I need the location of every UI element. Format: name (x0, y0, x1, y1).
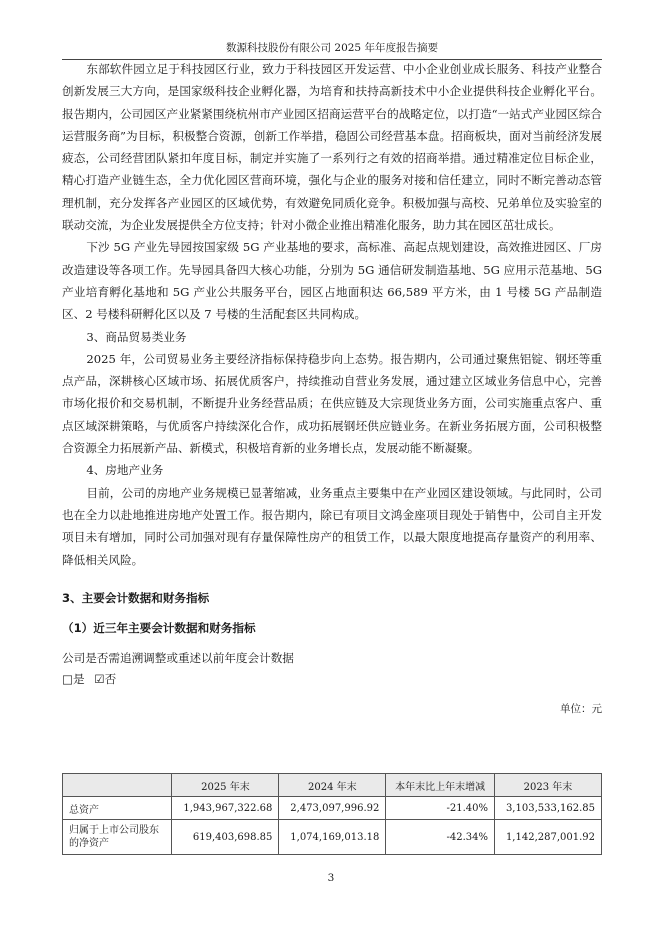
section-title: 3、主要会计数据和财务指标 (62, 590, 210, 605)
table-cell: -21.40% (386, 797, 495, 820)
table-row (63, 820, 602, 855)
table-cell: 1,142,287,001.92 (494, 820, 601, 855)
page-header: 数源科技股份有限公司 2025 年年度报告摘要 (62, 40, 602, 60)
restatement-choices (62, 669, 602, 689)
table-cell: 2,473,097,996.92 (279, 797, 386, 820)
page-content (62, 58, 602, 717)
table-cell: 1,074,169,013.18 (279, 820, 386, 855)
restatement-question: 公司是否需追溯调整或重述以前年度会计数据 (62, 650, 294, 665)
table-header: 本年末比上年末增减 (386, 774, 495, 797)
table-cell: 619,403,698.85 (172, 820, 279, 855)
paragraph-park: 东部软件园立足于科技园区行业，致力于科技园区开发运营、中小企业创业成长服务、科技产业整合创新发展三大方向，是国家级科技企业孵化器，为培育和扶持高新技术中小企业提供科技企业孵化平台。报告期内，公司园区产业紧紧围绕杭州市产业园区招商运营平台的战略定位，以打造“一站式产业园区综合运营服务商”为目标，积极整合资源，创新工作举措，稳固公司经营基本盘。招商板块，面对当前经济发展疲态，公司经营团队紧扣年度目标，制定并实施了一系列行之有效的招商举措。通过精准定位目标企业，精心打造产业链生态，全力优化园区营商环境，强化与企业的服务对接和信任建立，同时不断完善动态管理机制，充分发挥各产业园区的区域优势，有效避免同质化竞争。积极加强与高校、兄弟单位及实验室的联动交流，为企业发展提供全方位支持；针对小微企业推出精准化服务，助力其在园区茁壮成长。 (62, 62, 602, 233)
paragraph-5g: 下沙 5G 产业先导园按国家级 5G 产业基地的要求，高标准、高起点规划建设，高效推进园区、厂房改造建设等各项工作。先导园具备四大核心功能，分别为 5G 通信研发制造基地、5G 应用示范基地、5G 产业培育孵化基地和 5G 产业公共服务平台，园区占地面积达 66,589 平方米，由 1 号楼 5G 产品制造区、2 号楼科研孵化区以及 7 号楼的生活配套区共同构成。 (62, 240, 602, 322)
heading-real-estate: 4、房地产业务 (86, 463, 164, 478)
choice-no: ☑否 (94, 671, 117, 686)
table-cell: 总资产 (63, 797, 172, 820)
page-number: 3 (327, 872, 335, 884)
table-cell: 归属于上市公司股东的净资产 (63, 820, 172, 855)
financial-table (62, 773, 602, 855)
table-cell: 3,103,533,162.85 (494, 797, 601, 820)
subsection-title: （1）近三年主要会计数据和财务指标 (62, 620, 256, 635)
table-header: 2024 年末 (279, 774, 386, 797)
table-cell: 1,943,967,322.68 (172, 797, 279, 820)
table-row (63, 797, 602, 820)
table-header-row (63, 774, 602, 797)
table-header: 2023 年末 (494, 774, 601, 797)
table-header: 2025 年末 (172, 774, 279, 797)
choice-yes: □是 (62, 671, 85, 686)
paragraph-real-estate: 目前，公司的房地产业务规模已显著缩减，业务重点主要集中在产业园区建设领域。与此同时，公司也在全力以赴地推进房地产处置工作。报告期内，除已有项目文鸿金座项目现处于销售中，公司自主开发项目未有增加，同时公司加强对现有存量保障性房产的租赁工作，以最大限度地提高存量资产的利用率、降低相关风险。 (62, 485, 602, 567)
unit-label: 单位：元 (560, 702, 602, 715)
table-header (63, 774, 172, 797)
paragraph-trade: 2025 年，公司贸易业务主要经济指标保持稳步向上态势。报告期内，公司通过聚焦铝锭、钢坯等重点产品，深耕核心区域市场、拓展优质客户，持续推动自营业务发展，通过建立区域业务信息中心，完善市场化报价和交易机制，不断提升业务经营品质；在供应链及大宗现货业务方面，公司实施重点客户、重点区域深耕策略，与优质客户持续深化合作，成功拓展钢坯供应链业务。在新业务拓展方面，公司积极整合资源全力拓展新产品、新模式，积极培育新的业务增长点，发展动能不断凝聚。 (62, 351, 602, 456)
heading-trade: 3、商品贸易类业务 (86, 329, 187, 344)
table-cell: -42.34% (386, 820, 495, 855)
